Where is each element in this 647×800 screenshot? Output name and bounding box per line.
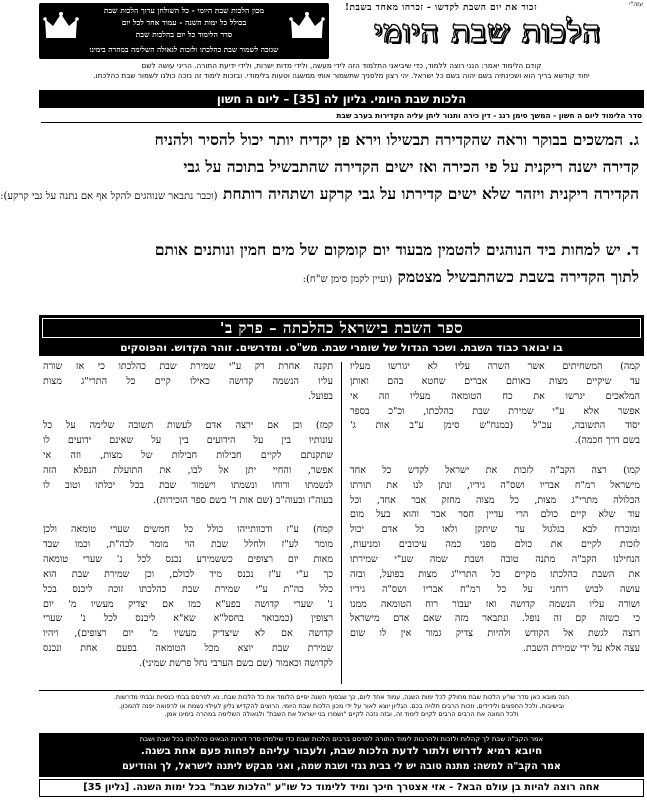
column-line: קמז) וכן אם ירצה אדם לעשות תשובה שלימה על כל [43, 420, 333, 432]
column-line: המלאכים יגרשו את כח הטומאה מעליו וזה אי [350, 390, 640, 402]
column-line: עונותיו בין על הידועים בין על שאינם ידועים לו [43, 435, 333, 447]
column-line: שתקנתם לקיים חבילות חבילות של מצות, וזה אי [43, 450, 333, 462]
column-line: לזכות לקיים את כולם מפני כמה עיכובים ומניעות, [350, 539, 640, 551]
text-column-right [350, 360, 640, 688]
paragraph-gap [43, 508, 333, 523]
column-line: כלל כה"ת ע"י שמירת שבת כהלכתו זוכה ליכנס בכל [43, 583, 333, 595]
column-line: עושה לבוש רוחני על כל רמ"ח אבריו ושס"ה גידיו [350, 583, 640, 595]
column-line: מומר לע"ז ולחלל שבת הוי מומר לכה"ת, וכמו שבד [43, 539, 333, 551]
column-line: שמירת שבת יוצא מכל הטומאה בפעם אחת ונכנס [43, 643, 333, 655]
column-line: לנשמתו ורוחו ונשמתו וישמור שבת בכל יכלתו וטוב לו [43, 479, 333, 491]
column-line: עוד שלא קיים כולם הרי עדיין חסר אבר והוא בעל מום [350, 509, 640, 521]
intro-line: קודם הלימוד יאמר: הנני רוצה ללמוד, כדי שיביאני התלמוד הזה לידי מעשה, ולידי מדות ישרות, ולידי ידיעת התורה. הריני עושה לשם [141, 61, 542, 70]
law-line: ד. יש למחות ביד הנוהגים להטמין מבעוד יום קומקום של מים חמין ונותנים אותם [154, 240, 639, 259]
column-line: בשם דרך חכמה). [574, 435, 640, 447]
book-title: ספר השבת בישראל כהלכתה – פרק ב' [39, 315, 644, 341]
law-line: ג. המשכים בבוקר וראה שהקדירה תבשילו וירא פן יקדיח יותר יכול להסיר ולהניח [154, 130, 639, 149]
crown-line: בכולל כל ימות השנה - עמוד אחד לכל יום [121, 18, 247, 27]
column-line: תקנה אחרת רק ע"י שמירת שבת כהלכתו כי אז שורה [43, 361, 333, 372]
law-line: קדירה ישנה ריקנית על פי הכירה ואז ישים הקדירה שהתבשיל בתוכה על גבי [183, 157, 639, 176]
crown-line: מכון הלכות שבת היומי - כל השולחן ערוך הלכות שבת [103, 6, 265, 15]
footer-note-line: ולכל המונה את הרבים הרבים לקיים לימוד זה, ובזה נזכה לקיים "ושמרו בני ישראל את השבת" ולגאולה השלימה במהרה בימינו אמן. [164, 710, 519, 719]
column-line: יסוד התשובה, עכ"ל (במנח"ש סימן ע"ב אות ג' [350, 420, 640, 432]
column-line: אפשר אלא ע"י שמירת שבת כהלכתו, וכ"כ בספר [350, 405, 640, 417]
footer-strip-line: אמר הקב"ה שבת לך קהלות ולזכות ולהרבות לימוד התורה לפרסם ברבים הלכות שבת כדי שילמדו סדר דורות הבאים כהלכתו בכל שבת ושבת [139, 735, 544, 743]
column-line: מאות יום רצופים כששמירע נכנס לכל נ' שערי טומאה [43, 553, 333, 565]
study-order: סדר הלימוד ליום ה חשון - המשך סימן רנג - דין כירה ותנור ליתן עליה הקדירות בערב שבת [41, 110, 642, 123]
crown-box [39, 3, 329, 59]
column-line: כי כשזה קם זה נופל. ונתבאר מזה שאם אדם מישראל [350, 613, 640, 625]
footer-note-line: ובישיבות, ולכל החפצים ולידידים, וזכות הרבים תלויה בכם. הגליון יוצא לאור על ידי מכון הלכות שבת היומי. הרוצים להקדיש גליון לעילוי נשמת או לרפואה יפנה להמכון. [118, 701, 565, 710]
law-note: (וכבר נתבאר שנוהגים להקל אף אם נתנה על גבי קרקע): [0, 191, 218, 202]
column-line: עצה אלא על ידי שמירת השבת. [522, 643, 640, 655]
column-divider [341, 362, 342, 684]
crown-icon [43, 11, 79, 39]
law-line [0, 180, 639, 211]
tagline: זכור את יום השבת לקדשו - זכרהו מאחד בשבת! [345, 3, 537, 13]
footer-box: אחה רוצה להיות בן עולם הבא? - אזי אצטרך חיכך ומיד ללימוד כל שו"ע "הלכות שבת" בכל ימות השנה. [גליון 35] [39, 779, 644, 797]
column-line: את השבת כהלכתו מקיים כל התרי"ג מצות בפועל, ובזה [350, 568, 640, 580]
footer-note-line: הנה מובא כאן סדר שו"ע הלכות שבת מחולק לכל ימות השנה, עמוד אחד ליום, כך שבסוף השנה יסיים הלומד את כל הלכות שבת. נא לפרסם בבתי כנסיות ובבתי מדרשות. [113, 693, 570, 701]
footer-strip-line: אמר הקב"ה למשה: מתנה טובה יש לי בבית גנזי ושבת שמה, ואני מבקש ליתנה לישראל, לך והודיעם [122, 761, 561, 772]
intro-prayer [41, 61, 642, 80]
column-line: עד שיקיים מצות באותם אברים שחטא בהם ואותן [350, 375, 640, 387]
column-line: בפועל. [308, 390, 333, 402]
column-line: הנחילנו הקב"ה מתנה טובה ושבת שמה שע"י שמירתו [350, 553, 640, 565]
column-line: קדושה אם לא שיצדיק מעשיו מ' יום רצופים), ויהיו [43, 628, 333, 640]
column-line: הכלולה מתרי"ג מצות, כל מצוה מחזק אבר אחד, וכל [350, 494, 640, 506]
column-line: נ' שערי קדושה בפע"א כמו אם יצדיק מעשיו מ' יום [43, 598, 333, 610]
crown-icon [289, 11, 325, 39]
column-line: אפשר, והחיי יתן אל לבו, את התועלת הנפלא הזה [43, 464, 333, 476]
column-line: ומוכרח לבא בגלגול עד שיתקן ולאו כל אדם יכול [350, 524, 640, 536]
column-line: רצופין (כמבואר בחסל"א שא"א ליכנס לכל נ' שערי [43, 613, 333, 625]
issue-band: הלכות שבת היומי. גליון לה [35] – ליום ה חשון [39, 90, 644, 108]
column-line: כך ע"י ע"ז נכנס מיד לכולם, וכן שמירת שבת הוא [43, 568, 333, 580]
column-line: קמה) המשחיתים אשר השרה עליו לא יגורשו מעליו [350, 361, 640, 372]
footer-strip-line: חיובא רמיא לדרוש ולתור לדעת הלכות שבת, ולעבור עליהם לפחות פעם אחת בשנה. [140, 745, 543, 757]
law-text: לתוך הקדירה בשבת כשהתבשיל מצטמק [397, 267, 639, 286]
law-text: הקדירה ריקנית ויזהר שלא ישים קדירתו על גבי קרקע ושתהיה רותחת [222, 184, 639, 203]
text-column-left [43, 360, 333, 688]
column-line: לקדושה וכאמור (שם בשם הערבי נחל פרשת שמיני). [138, 657, 333, 669]
masthead-title: הלכות שבת היומי [373, 14, 602, 50]
ezer-label: עזה"י [629, 1, 643, 8]
footer-notes [39, 690, 644, 719]
column-line: רוצה לגשת אל הקודש ולהיות צדיק גמור אין לו שום [350, 628, 640, 640]
crown-line: סדר הלימוד כל יום בהלכות שבת [135, 30, 233, 39]
book-subtitle: בו יבואר כבוד השבת. ושכר הגדול של שומרי שבת. מש"ס. ומדרשים. זוהר הקדוש. והפוסקים [39, 340, 644, 356]
column-line: עליו הנשמה קדושה כאילו קיים כל התרי"ג מצות [43, 375, 333, 387]
paragraph-gap [350, 449, 640, 464]
column-line: בעוה"ז ובעוה"ב (שם אות ד' בשם ספר הזכירות). [153, 494, 333, 506]
footer-strip [39, 733, 644, 777]
column-line: קמו) רצה הקב"ה לזכות את ישראל לקדש כל אחד [350, 464, 640, 476]
paragraph-gap [43, 405, 333, 420]
column-line: מישראל רמ"ח אבריו ושס"ה גידיו, ונתן לנו את תורתו [350, 479, 640, 491]
crown-line: שנזכה לשמור שבת כהלכתו ולזכות לגאולה השלימה במהרה בימינו [89, 45, 279, 54]
column-line: ושורה עליו הנשמה קדושה ואז יעבור רוח הטומאה ממנו [350, 598, 640, 610]
intro-line: יחוד קודשא בריך הוא ושכינתיה בשם יהוה בשם כל ישראל. יהי רצון מלפניך שתשמור אותי ממשגה וטעות בלימודי. ובזכות לימוד זה נזכה כולנו לשמור שבת כהלכתו. [93, 70, 590, 80]
law-line [44, 263, 639, 294]
law-note: (ועיין לקמן סימן ש"ח): [302, 274, 393, 285]
column-line: קמח) ע"ז ודכוותייהו כולל כל חמשים שערי טומאה ולכן [43, 524, 333, 536]
